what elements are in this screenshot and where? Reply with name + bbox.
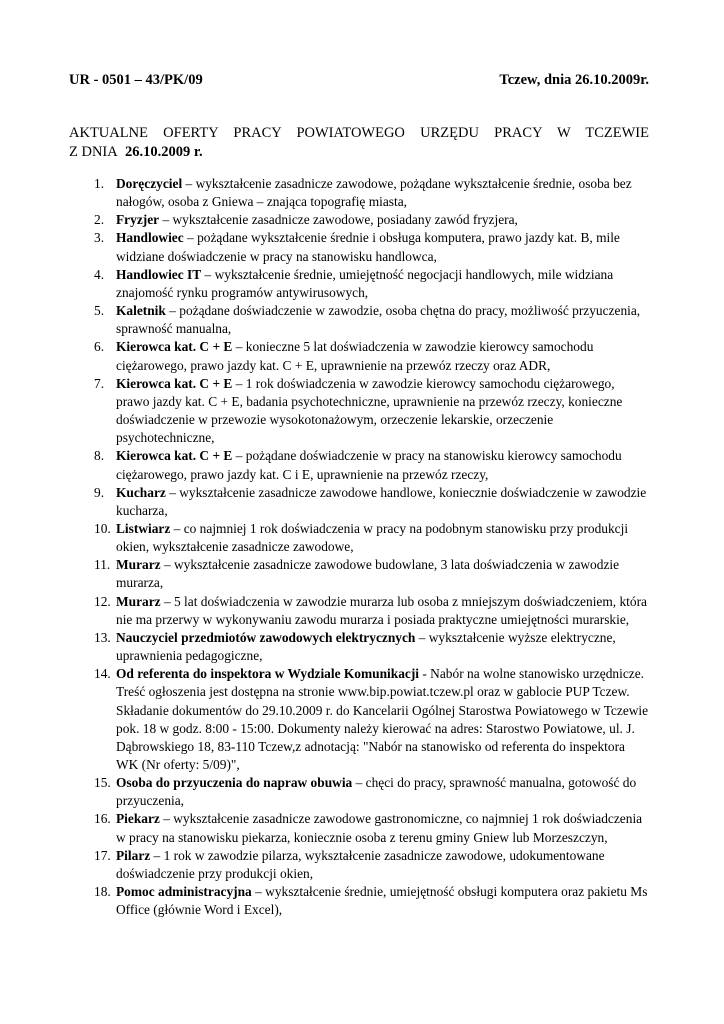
document-date: Tczew, dnia 26.10.2009r. (499, 72, 649, 88)
job-title: Kaletnik (116, 303, 166, 319)
job-title: Handlowiec (116, 230, 184, 246)
job-title: Listwiarz (116, 520, 171, 536)
job-title: Murarz (116, 593, 161, 609)
list-item-number: 2. (94, 212, 105, 228)
list-item (69, 484, 649, 520)
list-item-number: 7. (94, 375, 105, 391)
job-description: - Nabór na wolne stanowisko urzędnicze. Treść ogłoszenia jest dostępna na stronie www.bip.powiat.tczew.pl oraz w gablocie PUP Tczew. Składanie dokumentów do 29.10.2009 r. do Kancelarii Ogólnej Starostwa Powiatowego w Tczewie pok. 18 w godz. 8:00 - 15:00. Dokumenty należy kierować na adres: Starostwo Powiatowe, ul. J. Dąbrowskiego 18, 83-110 Tczew,z adnotacją: "Nabór na stanowisko od referenta do inspektora WK (Nr oferty: 5/09)", (116, 666, 649, 772)
job-description: – 1 rok doświadczenia w zawodzie kierowcy samochodu ciężarowego, prawo jazdy kat. C + E, badania psychotechniczne, uprawnienie na przewóz rzeczy, konieczne doświadczenie w przewozie wysokotonażowym, orzeczenie lekarskie, orzeczenie psychotechniczne, (116, 375, 623, 446)
list-item (69, 520, 649, 556)
list-item (69, 447, 649, 483)
title-line-2 (69, 143, 649, 162)
job-offers-list (69, 175, 649, 919)
job-title: Kierowca kat. C + E (116, 339, 233, 355)
reference-number: UR - 0501 – 43/PK/09 (69, 72, 203, 88)
job-description: – wykształcenie zasadnicze zawodowe gastronomiczne, co najmniej 1 rok doświadczenia w pracy na stanowisku piekarza, koniecznie osoba z terenu gminy Gniew lub Morzeszczyn, (116, 811, 643, 845)
list-item (69, 211, 649, 229)
list-item-number: 17. (94, 847, 111, 863)
list-item (69, 593, 649, 629)
job-description: – pożądane doświadczenie w pracy na stanowisku kierowcy samochodu ciężarowego, prawo jazdy kat. C i E, uprawnienie na przewóz rzeczy, (116, 448, 622, 482)
list-item (69, 302, 649, 338)
job-title: Od referenta do inspektora w Wydziale Komunikacji (116, 666, 420, 682)
list-item (69, 629, 649, 665)
job-title: Kierowca kat. C + E (116, 448, 233, 464)
list-item (69, 338, 649, 374)
job-description: – wykształcenie średnie, umiejętność negocjacji handlowych, mile widziana znajomość rynku programów antywirusowych, (116, 266, 614, 300)
job-title: Pilarz (116, 847, 151, 863)
list-item-number: 13. (94, 629, 111, 645)
list-item (69, 847, 649, 883)
title-date: 26.10.2009 r. (124, 144, 203, 160)
job-title: Kierowca kat. C + E (116, 375, 233, 391)
job-description: – chęci do pracy, sprawność manualna, gotowość do przyuczenia, (116, 775, 637, 809)
job-description: – 1 rok w zawodzie pilarza, wykształcenie zasadnicze zawodowe, udokumentowane doświadczenie przy produkcji okien, (116, 847, 605, 881)
list-item (69, 556, 649, 592)
job-title: Doręczyciel (116, 176, 183, 191)
job-description: – wykształcenie wyższe elektryczne, uprawnienia pedagogiczne, (116, 629, 616, 664)
job-description: – 5 lat doświadczenia w zawodzie murarza lub osoba z mniejszym doświadczeniem, która nie ma przerwy w wykonywaniu zawodu murarza i posiada praktyczne umiejętności murarskie, (116, 593, 647, 627)
list-item-number: 1. (94, 176, 105, 191)
job-description: – konieczne 5 lat doświadczenia w zawodzie kierowcy samochodu ciężarowego, prawo jazdy kat. C + E, uprawnienie na przewóz rzeczy oraz ADR, (116, 339, 594, 373)
title-line-1: AKTUALNE OFERTY PRACY POWIATOWEGO URZĘDU PRACY W TCZEWIE (69, 125, 649, 141)
list-item-number: 14. (94, 666, 111, 682)
list-item-number: 18. (94, 884, 111, 900)
list-item-number: 6. (94, 339, 105, 355)
list-item-number: 5. (94, 303, 105, 319)
job-title: Piekarz (116, 811, 160, 827)
list-item-number: 3. (94, 230, 105, 246)
job-description: – wykształcenie zasadnicze zawodowe budowlane, 3 lata doświadczenia w zawodzie murarza, (116, 557, 620, 591)
list-item-number: 16. (94, 811, 111, 827)
list-item (69, 229, 649, 265)
job-description: – pożądane doświadczenie w zawodzie, osoba chętna do pracy, możliwość przyuczenia, sprawność manualna, (116, 303, 641, 337)
title-date-prefix: Z DNIA (69, 144, 118, 160)
job-title: Handlowiec IT (116, 266, 202, 282)
list-item (69, 774, 649, 810)
job-title: Fryzjer (116, 212, 160, 228)
job-title: Murarz (116, 557, 161, 573)
list-item-number: 8. (94, 448, 105, 464)
job-description: – pożądane wykształcenie średnie i obsługa komputera, prawo jazdy kat. B, mile widziane doświadczenie w pracy na stanowisku handlowca, (116, 230, 620, 264)
job-description: – wykształcenie zasadnicze zawodowe, posiadany zawód fryzjera, (159, 212, 518, 228)
page-title (69, 124, 649, 162)
list-item-number: 15. (94, 775, 111, 791)
job-description: – wykształcenie średnie, umiejętność obsługi komputera oraz pakietu Ms Office (głównie Word i Excel), (116, 884, 648, 918)
job-title: Osoba do przyuczenia do napraw obuwia (116, 775, 353, 791)
list-item-number: 11. (94, 557, 111, 573)
job-description: – co najmniej 1 rok doświadczenia w pracy na podobnym stanowisku przy produkcji okien, wykształcenie zasadnicze zawodowe, (116, 520, 629, 555)
list-item (69, 175, 649, 211)
job-title: Pomoc administracyjna (116, 884, 252, 900)
list-item (69, 810, 649, 846)
list-item (69, 266, 649, 302)
list-item (69, 883, 649, 919)
list-item-number: 9. (94, 484, 105, 500)
list-item (69, 665, 649, 774)
list-item-number: 4. (94, 266, 105, 282)
job-description: – wykształcenie zasadnicze zawodowe, pożądane wykształcenie średnie, osoba bez nałogów, osoba z Gniewa – znająca topografię miasta, (116, 176, 632, 210)
job-description: – wykształcenie zasadnicze zawodowe handlowe, koniecznie doświadczenie w zawodzie kucharza, (116, 484, 647, 518)
job-title: Nauczyciel przedmiotów zawodowych elektrycznych (116, 629, 416, 645)
job-title: Kucharz (116, 484, 166, 500)
document-header (69, 72, 649, 92)
list-item (69, 375, 649, 448)
list-item-number: 12. (94, 593, 111, 609)
list-item-number: 10. (94, 520, 111, 536)
